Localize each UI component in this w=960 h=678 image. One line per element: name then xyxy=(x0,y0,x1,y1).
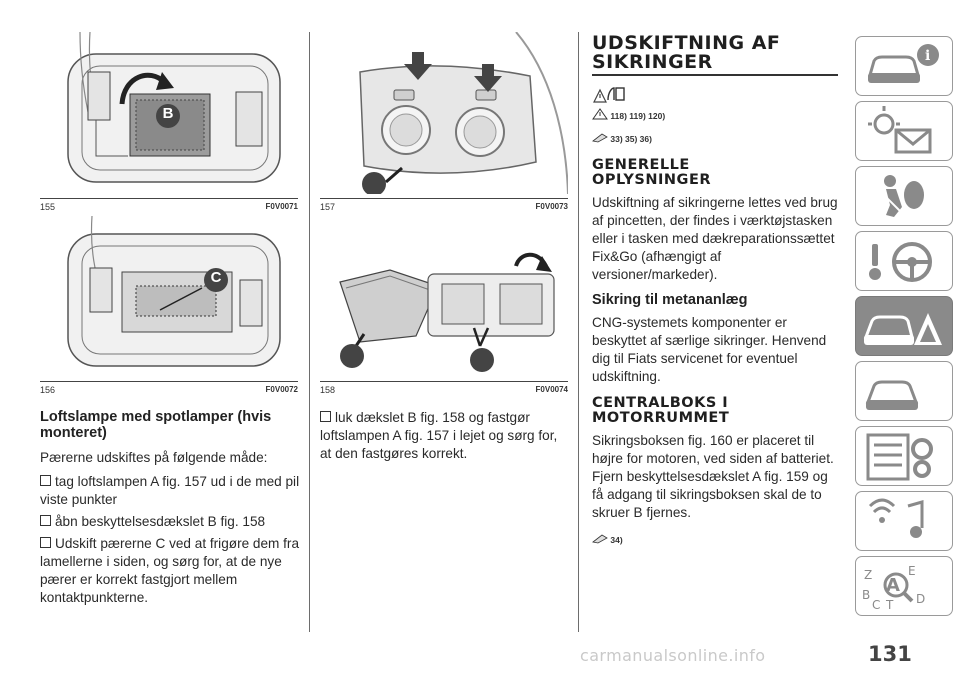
tab-emergency[interactable] xyxy=(855,296,953,356)
figure-code: F0V0073 xyxy=(535,202,568,211)
caution-refs: 34) xyxy=(610,535,623,545)
step-text: Udskift pærerne C ved at frigøre dem fra lamellerne i siden, og sørg for, at de nye pærer er korrekt fastgjort mellem kontaktpunkterne. xyxy=(40,536,300,605)
figure-caption-155 xyxy=(40,198,298,213)
checkbox-bullet-icon xyxy=(40,537,51,548)
figure-caption-156 xyxy=(40,381,298,396)
index-letter: Z xyxy=(864,568,873,582)
general-paragraph: Udskiftning af sikringerne lettes ved brug af pincetten, der findes i værktøjstasken eller i tasken med dækreparationssættet Fix&Go (afhængigt af versioner/markeder). xyxy=(592,195,838,282)
tab-safety[interactable] xyxy=(855,166,953,226)
warning-refs: 118) 119) 120) xyxy=(610,111,666,121)
checkbox-bullet-icon xyxy=(320,411,331,422)
caution-reference-row xyxy=(592,532,842,545)
step-item xyxy=(320,409,572,463)
figure-157 xyxy=(320,32,568,194)
technical-data-icon xyxy=(856,427,952,485)
car-info-icon xyxy=(856,37,952,95)
svg-text:i: i xyxy=(925,48,931,64)
tab-car-info[interactable] xyxy=(855,36,953,96)
step-text: tag loftslampen A fig. 157 ud i de med pil viste punkter xyxy=(40,474,300,507)
title-underline xyxy=(592,74,838,76)
section-heading: Loftslampe med spotlamper (hvis monteret) xyxy=(40,409,272,441)
maintenance-car-icon xyxy=(856,362,952,420)
index-letter: B xyxy=(862,588,871,602)
figure-155 xyxy=(40,32,298,194)
heading-line: CENTRALBOKS I xyxy=(592,395,729,411)
tab-maintenance[interactable] xyxy=(855,361,953,421)
index-icon xyxy=(856,557,952,615)
column-3 xyxy=(592,34,842,545)
figure-number: 155 xyxy=(40,202,56,212)
chapter-title-line: UDSKIFTNING AF xyxy=(592,32,781,54)
index-letter: C xyxy=(872,598,881,612)
tab-starting-driving[interactable] xyxy=(855,231,953,291)
tab-index[interactable] xyxy=(855,556,953,616)
column-1-text xyxy=(40,409,302,607)
heading-line: OPLYSNINGER xyxy=(592,172,712,188)
callout-c: C xyxy=(210,269,222,286)
methane-fuse-heading: Sikring til metananlæg xyxy=(592,292,748,308)
intro-paragraph: Pærerne udskiftes på følgende måde: xyxy=(40,450,268,465)
figure-number: 158 xyxy=(320,385,336,395)
multimedia-icon xyxy=(856,492,952,550)
warning-triangle-icon xyxy=(592,108,608,120)
column-divider-1 xyxy=(309,32,310,632)
figure-number: 157 xyxy=(320,202,336,212)
heading-line: GENERELLE xyxy=(592,157,690,173)
tab-multimedia[interactable] xyxy=(855,491,953,551)
manual-reference-icon xyxy=(592,84,626,104)
emergency-icon xyxy=(856,297,952,355)
heading-line: MOTORRUMMET xyxy=(592,410,730,426)
figure-158 xyxy=(320,216,568,378)
step-text: åbn beskyttelsesdækslet B fig. 158 xyxy=(55,514,266,529)
subsection-heading-general xyxy=(592,158,842,188)
figure-156 xyxy=(40,216,298,378)
tab-warning-lights[interactable] xyxy=(855,101,953,161)
step-text: luk dækslet B fig. 158 og fastgør loftslampen A fig. 157 i lejet og sørg for, at den fastgøres korrekt. xyxy=(320,410,558,461)
tab-technical-data[interactable] xyxy=(855,426,953,486)
step-item xyxy=(40,535,302,607)
figure-code: F0V0072 xyxy=(265,385,298,394)
checkbox-bullet-icon xyxy=(40,475,51,486)
figure-code: F0V0071 xyxy=(265,202,298,211)
safety-airbag-icon xyxy=(856,167,952,225)
warning-lights-icon xyxy=(856,102,952,160)
column-divider-2 xyxy=(578,32,579,632)
engine-box-paragraph: Sikringsboksen fig. 160 er placeret til højre for motoren, ved siden af batteriet. Fjern beskyttelsesdækslet A fig. 159 og få adgang til sikringsboksen skal de to skruer B fjernes. xyxy=(592,433,834,520)
caution-hand-icon xyxy=(592,532,608,544)
chapter-title-line: SIKRINGER xyxy=(592,51,713,73)
figure-number: 156 xyxy=(40,385,56,395)
index-letter: D xyxy=(916,592,926,606)
caution-hand-icon xyxy=(592,131,608,143)
step-item xyxy=(40,513,302,531)
column-2-text xyxy=(320,409,572,463)
watermark: carmanualsonline.info xyxy=(580,646,766,665)
index-letter: A xyxy=(886,575,900,596)
page-number: 131 xyxy=(868,642,912,666)
step-item xyxy=(40,473,302,509)
methane-paragraph: CNG-systemets komponenter er beskyttet af særlige sikringer. Henvend dig til Fiats servicenet for eventuel udskiftning. xyxy=(592,315,827,384)
subsection-heading-engine-box xyxy=(592,396,842,426)
caution-reference-row xyxy=(592,131,842,144)
figure-caption-157 xyxy=(320,198,568,213)
steering-wheel-icon xyxy=(856,232,952,290)
checkbox-bullet-icon xyxy=(40,515,51,526)
index-letter: T xyxy=(886,598,894,612)
figure-caption-158 xyxy=(320,381,568,396)
figure-code: F0V0074 xyxy=(535,385,568,394)
chapter-title xyxy=(592,34,842,72)
callout-b: B xyxy=(162,105,174,122)
caution-refs: 33) 35) 36) xyxy=(610,134,652,144)
index-letter: E xyxy=(908,564,916,578)
warning-reference-row xyxy=(592,108,842,121)
